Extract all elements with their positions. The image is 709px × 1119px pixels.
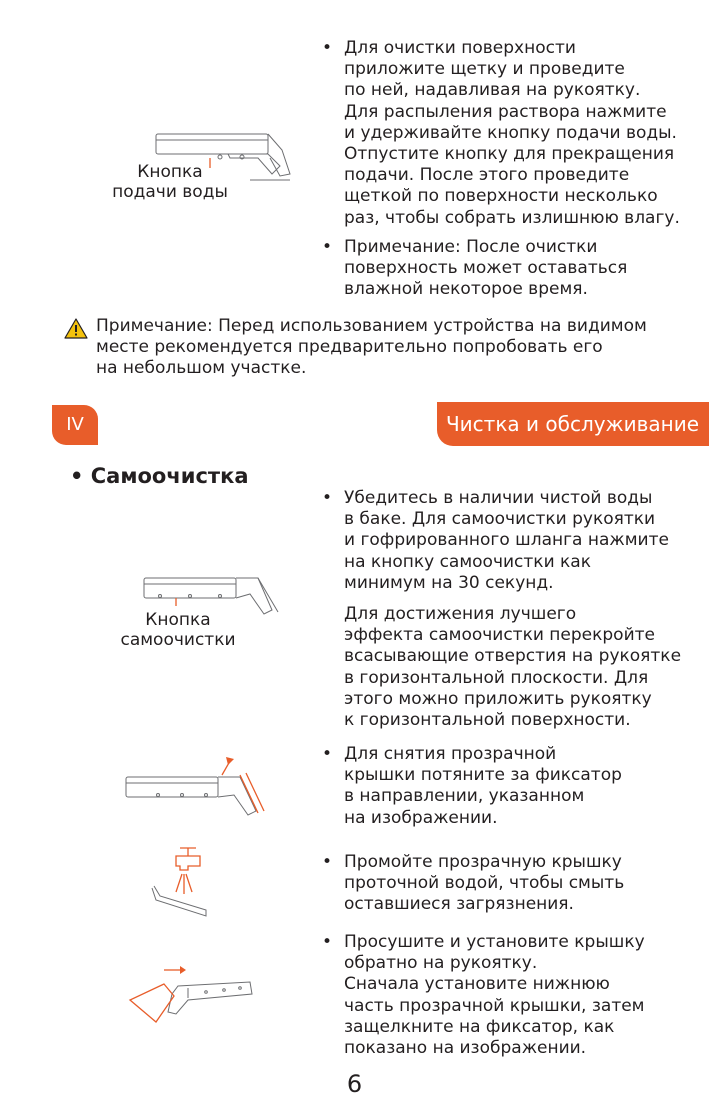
warning-icon xyxy=(64,318,88,339)
text-line: Промойте прозрачную крышку xyxy=(344,852,622,872)
bullet-marker: • xyxy=(321,932,333,952)
handle-install-cover-illustration xyxy=(128,964,256,1024)
section-number-badge: IV xyxy=(52,405,98,445)
bullet-marker: • xyxy=(321,38,333,58)
text-line: Отпустите кнопку для прекращения xyxy=(344,144,675,165)
text-line: щеткой по поверхности несколько xyxy=(344,186,658,207)
bullet-marker: • xyxy=(321,852,333,872)
bullet-marker: • xyxy=(321,488,333,508)
caption-line: Кнопка xyxy=(137,162,203,182)
text-line: и гофрированного шланга нажмите xyxy=(344,530,669,551)
self-clean-button-caption xyxy=(108,610,248,650)
text-line: эффекта самоочистки перекройте xyxy=(344,625,655,646)
bullet-marker: • xyxy=(321,744,333,764)
text-line: проточной водой, чтобы смыть xyxy=(344,873,625,894)
text-line: защелкните на фиксатор, как xyxy=(344,1016,615,1037)
self-clean-bullet-3 xyxy=(320,852,624,916)
bullet-marker: • xyxy=(321,237,333,257)
top-bullet-1 xyxy=(320,38,680,229)
text-line: Сначала установите нижнюю xyxy=(344,974,610,995)
text-line: Примечание: После очистки xyxy=(344,237,598,257)
self-clean-bullet-2 xyxy=(320,744,622,829)
text-line: этого можно приложить рукоятку xyxy=(344,688,652,709)
text-line: к горизонтальной поверхности. xyxy=(344,710,631,731)
text-line: часть прозрачной крышки, затем xyxy=(344,995,645,1016)
text-line: в горизонтальной плоскости. Для xyxy=(344,667,649,688)
text-line: Просушите и установите крышку xyxy=(344,932,645,952)
text-line: раз, чтобы собрать излишнюю влагу. xyxy=(344,207,680,228)
top-bullet-2 xyxy=(320,237,627,301)
self-clean-bullet-4 xyxy=(320,932,645,1059)
text-line: на изображении. xyxy=(344,807,498,828)
text-line: оставшиеся загрязнения. xyxy=(344,894,574,915)
text-line: Убедитесь в наличии чистой воды xyxy=(344,488,653,508)
handle-remove-cover-illustration xyxy=(122,755,272,825)
text-line: подачи. После этого проведите xyxy=(344,165,630,186)
text-line: Для достижения лучшего xyxy=(344,604,577,624)
text-line: на кнопку самоочистки как xyxy=(344,551,591,572)
text-line: Для распыления раствора нажмите xyxy=(344,101,667,122)
self-clean-bullet-1 xyxy=(320,488,669,594)
text-line: по ней, надавливая на рукоятку. xyxy=(344,80,641,101)
caption-line: Кнопка xyxy=(145,610,211,630)
page-number: 6 xyxy=(346,1070,363,1098)
text-line: приложите щетку и проведите xyxy=(344,59,625,80)
caption-line: подачи воды xyxy=(112,182,228,202)
water-button-caption xyxy=(100,162,240,202)
caption-line: самоочистки xyxy=(120,630,236,650)
text-line: крышки потяните за фиксатор xyxy=(344,765,622,786)
text-line: поверхность может оставаться xyxy=(344,258,628,279)
note-line: Примечание: Перед использованием устройства на видимом xyxy=(96,316,647,336)
faucet-rinse-illustration xyxy=(148,840,210,920)
text-line: всасывающие отверстия на рукоятке xyxy=(344,646,682,667)
text-line: Для снятия прозрачной xyxy=(344,744,557,764)
section-title: Чистка и обслуживание xyxy=(437,402,709,446)
text-line: минимум на 30 секунд. xyxy=(344,572,554,593)
text-line: обратно на рукоятку. xyxy=(344,953,538,974)
usage-note xyxy=(96,316,647,379)
text-line: Для очистки поверхности xyxy=(344,38,576,58)
text-line: показано на изображении. xyxy=(344,1038,587,1059)
note-line: месте рекомендуется предварительно попробовать его xyxy=(96,337,603,357)
text-line: влажной некоторое время. xyxy=(344,279,588,300)
self-clean-paragraph xyxy=(320,604,681,731)
note-line: на небольшом участке. xyxy=(96,358,307,378)
text-line: в направлении, указанном xyxy=(344,786,585,807)
text-line: в баке. Для самоочистки рукоятки xyxy=(344,509,656,530)
subheading-self-cleaning: • Самоочистка xyxy=(70,464,249,488)
text-line: и удерживайте кнопку подачи воды. xyxy=(344,122,677,143)
